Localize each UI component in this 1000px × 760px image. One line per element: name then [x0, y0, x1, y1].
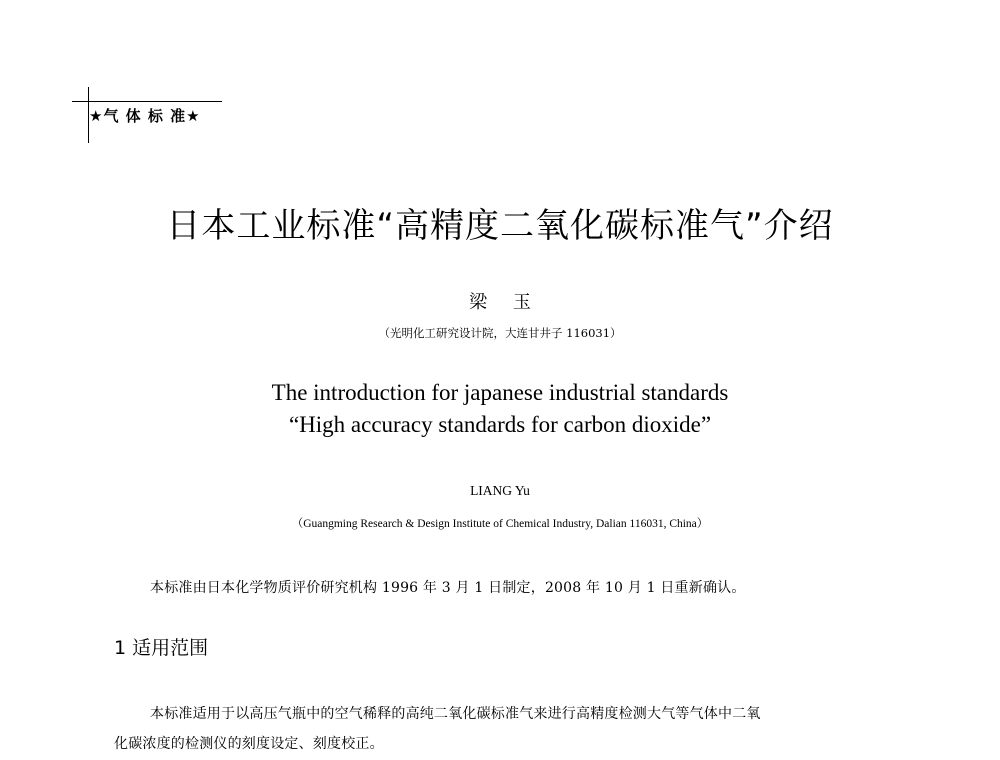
section-tag-label: ★气 体 标 准★ — [89, 107, 201, 125]
section-tag — [72, 87, 222, 143]
english-title-line-2: “High accuracy standards for carbon dioxide” — [288, 412, 712, 437]
author-name-english: LIANG Yu — [470, 483, 530, 498]
author-affiliation-chinese: （光明化工研究设计院，大连甘井子 116031） — [378, 326, 622, 340]
section-heading: 1 适用范围 — [114, 637, 209, 659]
section-body-line-1: 本标准适用于以高压气瓶中的空气稀释的高纯二氧化碳标准气来进行高精度检测大气等气体中二氧 — [150, 706, 761, 722]
page-title: 日本工业标准“高精度二氧化碳标准气”介绍 — [166, 206, 834, 246]
author-affiliation-english: （Guangming Research & Design Institute of Chemical Industry, Dalian 116031, China） — [291, 518, 709, 530]
tag-horizontal-rule — [72, 101, 222, 102]
english-title-line-1: The introduction for japanese industrial standards — [271, 380, 729, 405]
author-name-chinese: 梁 玉 — [469, 292, 541, 313]
section-body-line-2: 化碳浓度的检测仪的刻度设定、刻度校正。 — [114, 736, 384, 752]
intro-paragraph: 本标准由日本化学物质评价研究机构 1996 年 3 月 1 日制定，2008 年 10 月 1 日重新确认。 — [150, 580, 746, 596]
